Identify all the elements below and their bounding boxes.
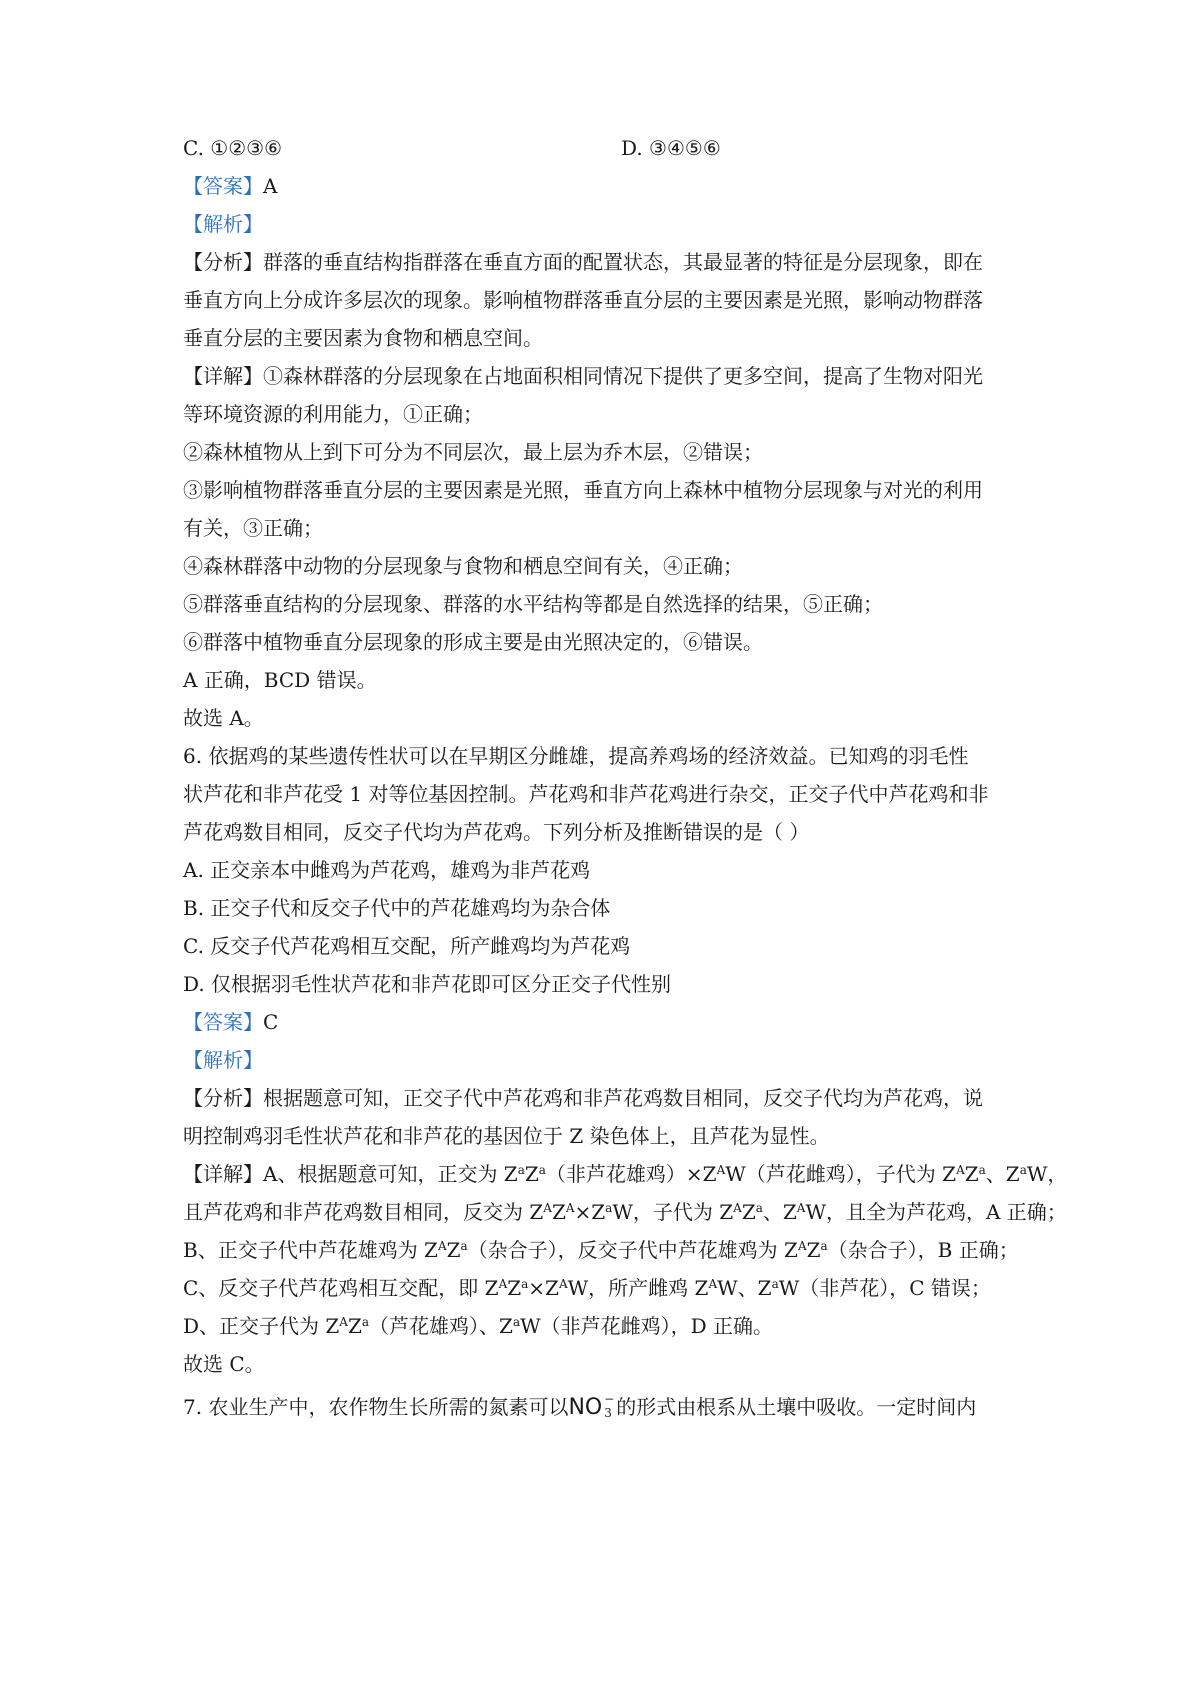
q6-option-a: A. 正交亲本中雌鸡为芦花鸡，雄鸡为非芦花鸡 [183,858,591,882]
q6-option-b: B. 正交子代和反交子代中的芦花雄鸡均为杂合体 [183,896,611,920]
q5-detail-line-8: ⑥群落中植物垂直分层现象的形成主要是由光照决定的，⑥错误。 [183,630,763,654]
q5-fenxi-line-2: 垂直方向上分成许多层次的现象。影响植物群落垂直分层的主要因素是光照，影响动物群落 [183,288,983,312]
q6-detail-line-1: 【详解】A、根据题意可知，正交为 $Z^aZ^a$（非芦花雄鸡）$\times Z^AW$（芦花雌鸡），子代为 $Z^AZ^a$、$Z^aW$， [183,1162,1068,1186]
q7-stem-pre: 7. 农业生产中，农作物生长所需的氮素可以 [183,1395,569,1419]
q6-fenxi-line-1 [183,1086,983,1110]
fenxi-text: 群落的垂直结构指群落在垂直方面的配置状态，其最显著的特征是分层现象，即在 [263,250,983,274]
q6-option-c: C. 反交子代芦花鸡相互交配，所产雌鸡均为芦花鸡 [183,934,631,958]
q5-conclusion: A 正确，BCD 错误。 [183,668,377,692]
q6-detail-line-3: B、正交子代中芦花雄鸡为 $Z^AZ^a$（杂合子），反交子代中芦花雄鸡为 $Z^AZ^a$（杂合子），B 正确； [183,1238,1019,1262]
q6-detail-line-2: 且芦花鸡和非芦花鸡数目相同，反交为 $Z^AZ^A\times Z^aW$，子代为 $Z^AZ^a$、$Z^AW$，且全为芦花鸡，A 正确； [183,1200,1067,1224]
xiangjie-tag: 【详解】 [183,364,263,388]
fenxi-tag: 【分析】 [183,1086,263,1110]
q6-jiexi [183,1048,263,1072]
q5-detail-line-5: 有关，③正确； [183,516,323,540]
q5-detail-line-3: ②森林植物从上到下可分为不同层次，最上层为乔木层，②错误； [183,440,763,464]
q6-option-d: D. 仅根据羽毛性状芦花和非芦花即可区分正交子代性别 [183,972,672,996]
q5-fenxi-line-1 [183,250,983,274]
nitrate-ion-script [602,1392,616,1420]
q6-stem-line-1: 6. 依据鸡的某些遗传性状可以在早期区分雌雄，提高养鸡场的经济效益。已知鸡的羽毛性 [183,744,969,768]
fenxi-text: 根据题意可知，正交子代中芦花鸡和非芦花鸡数目相同，反交子代均为芦花鸡，说 [263,1086,983,1110]
q6-fenxi-line-2: 明控制鸡羽毛性状芦花和非芦花的基因位于 Z 染色体上，且芦花为显性。 [183,1124,830,1148]
answer-tag: 【答案】 [183,174,263,198]
fenxi-tag: 【分析】 [183,250,263,274]
q6-detail-line-5: D、正交子代为 $Z^AZ^a$（芦花雄鸡）、$Z^aW$（非芦花雌鸡），D 正确。 [183,1314,774,1338]
q6-answer [183,1010,278,1034]
q5-fenxi-line-3: 垂直分层的主要因素为食物和栖息空间。 [183,326,543,350]
ion-charge: − [604,1392,615,1406]
q7-stem-post: 的形式由根系从土壤中吸收。一定时间内 [616,1395,977,1419]
q6-choose: 故选 C。 [183,1352,265,1376]
answer-value: A [263,174,278,198]
ion-subscript: 3 [604,1406,612,1420]
answer-tag: 【答案】 [183,1010,263,1034]
option-d-prev: D. ③④⑤⑥ [621,136,721,160]
xiangjie-tag: 【详解】 [183,1162,263,1186]
q6-stem-line-3: 芦花鸡数目相同，反交子代均为芦花鸡。下列分析及推断错误的是（ ） [183,820,810,844]
q5-choose: 故选 A。 [183,706,264,730]
q5-detail-line-4: ③影响植物群落垂直分层的主要因素是光照，垂直方向上森林中植物分层现象与对光的利用 [183,478,983,502]
q5-detail-line-1 [183,364,983,388]
detail-text: ①森林群落的分层现象在占地面积相同情况下提供了更多空间，提高了生物对阳光 [263,364,983,388]
jiexi-tag: 【解析】 [183,1048,263,1072]
q6-stem-line-2: 状芦花和非芦花受 1 对等位基因控制。芦花鸡和非芦花鸡进行杂交，正交子代中芦花鸡和非 [183,782,989,806]
q7-stem-line-1 [183,1392,977,1420]
q5-detail-line-2: 等环境资源的利用能力，①正确； [183,402,483,426]
q6-detail-line-4: C、反交子代芦花鸡相互交配，即 $Z^AZ^a\times Z^AW$，所产雌鸡 $Z^AW$、$Z^aW$（非芦花），C 错误； [183,1276,991,1300]
answer-value: C [263,1010,279,1034]
jiexi-tag: 【解析】 [183,212,263,236]
q5-answer [183,174,277,198]
q5-detail-line-6: ④森林群落中动物的分层现象与食物和栖息空间有关，④正确； [183,554,743,578]
q5-jiexi [183,212,263,236]
nitrate-formula: NO [568,1395,603,1420]
q5-detail-line-7: ⑤群落垂直结构的分层现象、群落的水平结构等都是自然选择的结果，⑤正确； [183,592,883,616]
option-c-prev: C. ①②③⑥ [183,136,283,160]
